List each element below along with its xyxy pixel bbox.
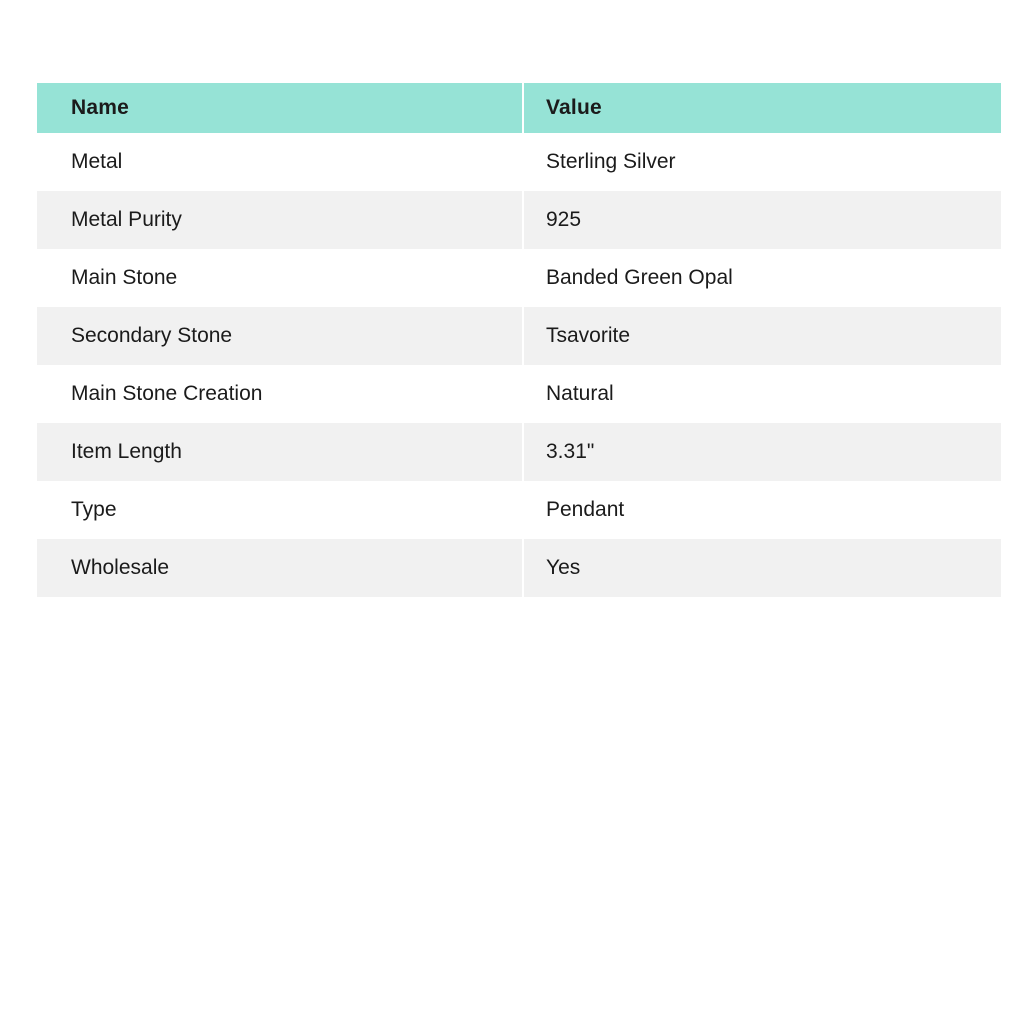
spec-value-cell: Yes — [524, 539, 1001, 597]
table-row — [37, 307, 1001, 365]
table-row — [37, 539, 1001, 597]
column-header-value: Value — [524, 83, 1001, 133]
spec-value-cell: 925 — [524, 191, 1001, 249]
spec-name-cell: Secondary Stone — [37, 307, 524, 365]
spec-value-cell: 3.31" — [524, 423, 1001, 481]
product-spec-table — [37, 83, 1001, 597]
spec-name-cell: Main Stone — [37, 249, 524, 307]
table-row — [37, 249, 1001, 307]
spec-name-cell: Wholesale — [37, 539, 524, 597]
spec-value-cell: Sterling Silver — [524, 133, 1001, 191]
column-header-name: Name — [37, 83, 524, 133]
spec-name-cell: Metal Purity — [37, 191, 524, 249]
table-header-row — [37, 83, 1001, 133]
table-row — [37, 365, 1001, 423]
spec-value-cell: Pendant — [524, 481, 1001, 539]
spec-name-cell: Item Length — [37, 423, 524, 481]
table-row — [37, 423, 1001, 481]
table-row — [37, 191, 1001, 249]
table-row — [37, 481, 1001, 539]
spec-value-cell: Banded Green Opal — [524, 249, 1001, 307]
spec-name-cell: Metal — [37, 133, 524, 191]
spec-name-cell: Main Stone Creation — [37, 365, 524, 423]
spec-value-cell: Natural — [524, 365, 1001, 423]
spec-value-cell: Tsavorite — [524, 307, 1001, 365]
spec-name-cell: Type — [37, 481, 524, 539]
table-row — [37, 133, 1001, 191]
